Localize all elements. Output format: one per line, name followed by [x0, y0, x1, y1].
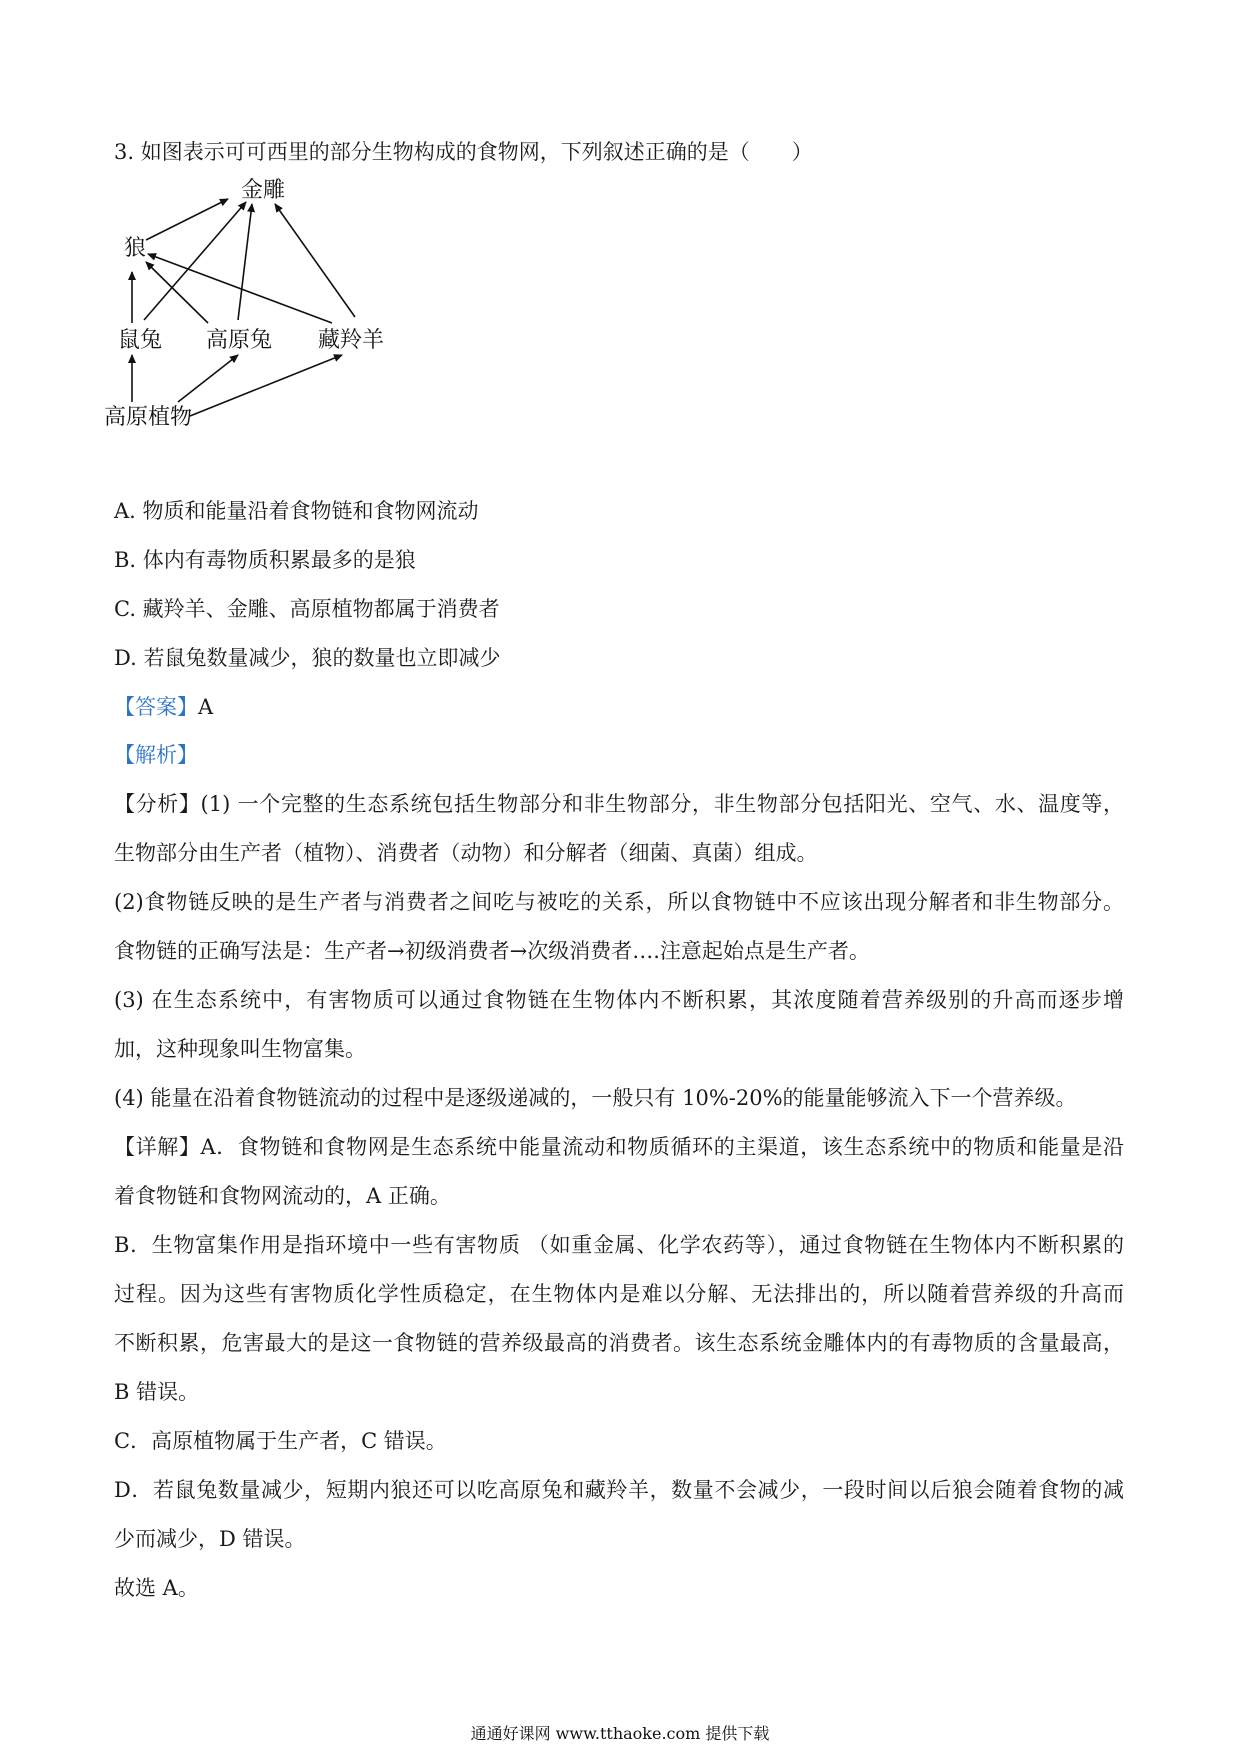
analysis-point-4-line-1: (4) 能量在沿着食物链流动的过程中是逐级递减的，一般只有 10%-20%的能量能够流入下一个营养级。 — [114, 1086, 1077, 1110]
detail-d-line-1: D．若鼠兔数量减少，短期内狼还可以吃高原兔和藏羚羊，数量不会减少，一段时间以后狼会随着食物的减 — [114, 1478, 1124, 1502]
analysis-point-1-text: (1) 一个完整的生态系统包括生物部分和非生物部分，非生物部分包括阳光、空气、水、温度等， — [200, 792, 1125, 816]
detail-b-line-2: 过程。因为这些有害物质化学性质稳定，在生物体内是难以分解、无法排出的，所以随着营养级的升高而 — [114, 1282, 1124, 1306]
detail-b-line-3: 不断积累，危害最大的是这一食物链的营养级最高的消费者。该生态系统金雕体内的有毒物质的含量最高， — [114, 1331, 1124, 1355]
answer-line — [114, 692, 213, 722]
detail-a-line-2: 着食物链和食物网流动的，A 正确。 — [114, 1184, 451, 1208]
arrow-hare-eagle — [238, 204, 252, 320]
node-eagle: 金雕 — [241, 178, 286, 203]
analysis-point-1-line-1 — [114, 789, 1124, 819]
option-b: B. 体内有毒物质积累最多的是狼 — [114, 548, 416, 572]
arrow-plant-hare — [178, 355, 238, 402]
arrow-antelope-eagle — [275, 204, 355, 317]
node-pika: 鼠兔 — [118, 328, 163, 353]
detail-d-line-2: 少而减少，D 错误。 — [114, 1527, 306, 1551]
arrow-wolf-eagle — [146, 199, 228, 240]
analysis-points-tag: 【分析】 — [114, 792, 201, 816]
arrow-plant-antelope — [190, 355, 342, 416]
detail-b-line-4: B 错误。 — [114, 1380, 200, 1404]
detail-a-line-1 — [114, 1132, 1124, 1162]
analysis-tag: 【解析】 — [114, 743, 198, 767]
food-web-diagram — [104, 178, 450, 480]
question-stem: 3. 如图表示可可西里的部分生物构成的食物网，下列叙述正确的是（ ） — [114, 140, 813, 164]
analysis-point-1-line-2: 生物部分由生产者（植物）、消费者（动物）和分解者（细菌、真菌）组成。 — [114, 841, 818, 865]
analysis-point-3-line-2: 加，这种现象叫生物富集。 — [114, 1037, 366, 1061]
option-c: C. 藏羚羊、金雕、高原植物都属于消费者 — [114, 597, 500, 621]
option-a: A. 物质和能量沿着食物链和食物网流动 — [114, 499, 479, 523]
arrow-hare-wolf — [146, 262, 208, 323]
node-hare: 高原兔 — [206, 328, 273, 353]
page-footer: 通通好课网 www.tthaoke.com 提供下载 — [470, 1724, 770, 1743]
arrow-pika-eagle — [144, 202, 246, 320]
detail-conclusion: 故选 A。 — [114, 1576, 199, 1600]
node-wolf: 狼 — [124, 236, 147, 261]
analysis-point-3-line-1: (3) 在生态系统中，有害物质可以通过食物链在生物体内不断积累，其浓度随着营养级别的升高而逐步增 — [114, 988, 1124, 1012]
node-plant: 高原植物 — [104, 405, 193, 430]
option-d: D. 若鼠兔数量减少，狼的数量也立即减少 — [114, 646, 501, 670]
analysis-heading — [114, 740, 198, 770]
detail-tag: 【详解】 — [114, 1135, 201, 1159]
answer-value: A — [198, 695, 214, 719]
detail-b-line-1: B．生物富集作用是指环境中一些有害物质 （如重金属、化学农药等），通过食物链在生物体内不断积累的 — [114, 1233, 1124, 1257]
detail-a-text: A．食物链和食物网是生态系统中能量流动和物质循环的主渠道，该生态系统中的物质和能量是沿 — [200, 1135, 1124, 1159]
answer-tag: 【答案】 — [114, 695, 198, 719]
detail-c-line-1: C．高原植物属于生产者，C 错误。 — [114, 1429, 447, 1453]
node-antelope: 藏羚羊 — [318, 328, 385, 353]
arrow-antelope-wolf — [148, 254, 332, 323]
analysis-point-2-line-2: 食物链的正确写法是：生产者→初级消费者→次级消费者….注意起始点是生产者。 — [114, 939, 870, 963]
analysis-point-2-line-1: (2)食物链反映的是生产者与消费者之间吃与被吃的关系，所以食物链中不应该出现分解者和非生物部分。 — [114, 890, 1124, 914]
